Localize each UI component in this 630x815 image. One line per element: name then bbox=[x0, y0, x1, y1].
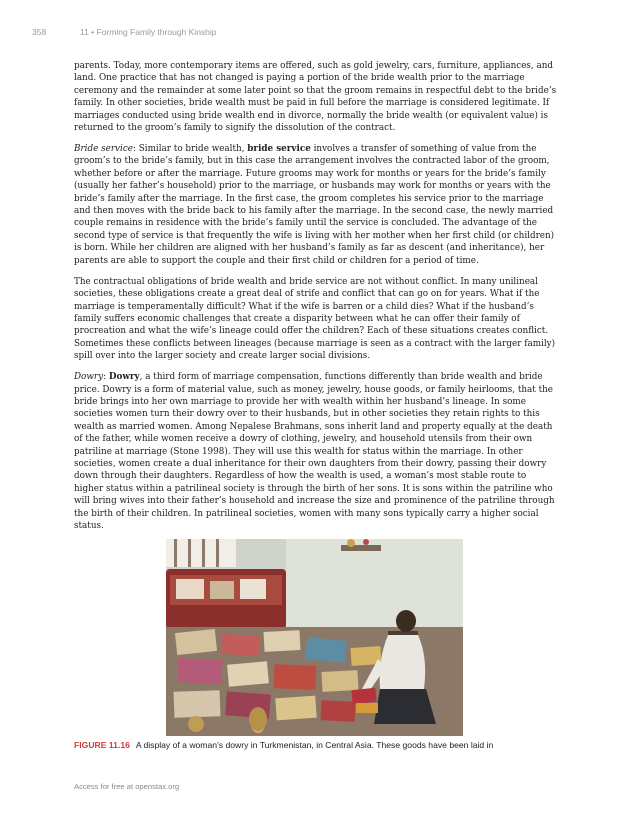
dowry-body: , a third form of marriage compensation, functions differently than bride wealth and bride price. Dowry is a form of material value, such as money, jewelry, house goods, or family heirlooms, that the bride brings into her own marriage to provide her with wealth within her husband’s lineage. In some societies women turn their dowry over to their husbands, but in other societies they retain rights to this wealth as married women. Among Nepalese Brahmans, sons inherit land and property equally at the death of the father, while women receive a dowry of clothing, jewelry, and household utensils from their own patriline at marriage (Stone 1998). They will use this wealth for status within the marriage. In other societies, women create a dual inheritance for their own daughters from their dowry, passing their dowry down through their daughters. Regardless of how the wealth is used, a woman’s most stable route to higher status within a patrilineal society is through the birth of her sons. It is sons within the patriline who will bring wives into their father’s household and increase the size and prominence of the patriline through the birth of their children. In patrilineal societies, women with many sons typically carry a higher social status. bbox=[74, 372, 555, 531]
chapter-title: 11 • Forming Family through Kinship bbox=[80, 27, 217, 37]
dowry-photo bbox=[166, 539, 463, 736]
bride-service-term: bride service bbox=[247, 144, 311, 155]
figure-caption-text: A display of a woman’s dowry in Turkmenistan, in Central Asia. These goods have been laid in bbox=[135, 740, 494, 750]
paragraph-bride-service bbox=[74, 143, 558, 267]
running-head bbox=[32, 27, 598, 41]
dowry-term: Dowry bbox=[108, 372, 140, 383]
dowry-lead: : bbox=[103, 372, 109, 383]
figure-caption bbox=[74, 740, 558, 751]
paragraph-bride-wealth-end: parents. Today, more contemporary items are offered, such as gold jewelry, cars, furniture, appliances, and land. One practice that has not changed is paying a portion of the bride wealth prior to the marriage ceremony and the remainder at some later point so that the groom remains in respectful debt to the bride’s family. In other societies, bride wealth must be paid in full before the marriage is considered legitimate. If marriages conducted using bride wealth end in divorce, normally the bride wealth (or equivalent value) is returned to the groom’s family to signify the dissolution of the contract. bbox=[74, 61, 557, 134]
bride-service-body: involves a transfer of something of value from the groom’s to the bride’s family, but in this case the arrangement involves the contracted labor of the groom, whether before or after the marriage. Future grooms may work for months or years for the bride’s family (usually her father’s household) prior to the marriage, or husbands may work for months or years with the bride’s family after the marriage. In the first case, the groom completes his service prior to the marriage and then moves with the bride back to his family after the marriage. In the second case, the newly married couple remains in residence with the bride’s family until the service is concluded. The advantage of the second type of service is that frequently the wife is living with her mother when her first child (or children) is born. While her children are aligned with her husband’s family as far as descent (and inheritance), her parents are able to support the couple and their first child or children for a period of time. bbox=[74, 144, 555, 266]
figure-label: FIGURE 11.16 bbox=[74, 740, 130, 750]
body-text bbox=[74, 60, 558, 541]
paragraph-dowry bbox=[74, 371, 558, 532]
dowry-label: Dowry bbox=[74, 372, 104, 383]
footer-link[interactable]: Access for free at openstax.org bbox=[74, 782, 180, 791]
dowry-photo-illustration bbox=[166, 539, 463, 736]
bride-service-label: Bride service bbox=[74, 144, 133, 155]
page-number: 358 bbox=[32, 27, 47, 37]
bride-service-lead: : Similar to bride wealth, bbox=[132, 144, 248, 155]
paragraph-conflict: The contractual obligations of bride wealth and bride service are not without conflict. In many unilineal societies, these obligations create a great deal of strife and conflict that can go on for years. What if the marriage is temperamentally difficult? What if the wife is barren or a child dies? What if the husband’s family suffers economic challenges that create a disparity between what he can offer their family of procreation and what the wife’s lineage could offer the children? Each of these situations creates conflict. Sometimes these conflicts between lineages (because marriage is seen as a contract with the larger family) spill over into the larger society and create larger social divisions. bbox=[74, 276, 556, 362]
